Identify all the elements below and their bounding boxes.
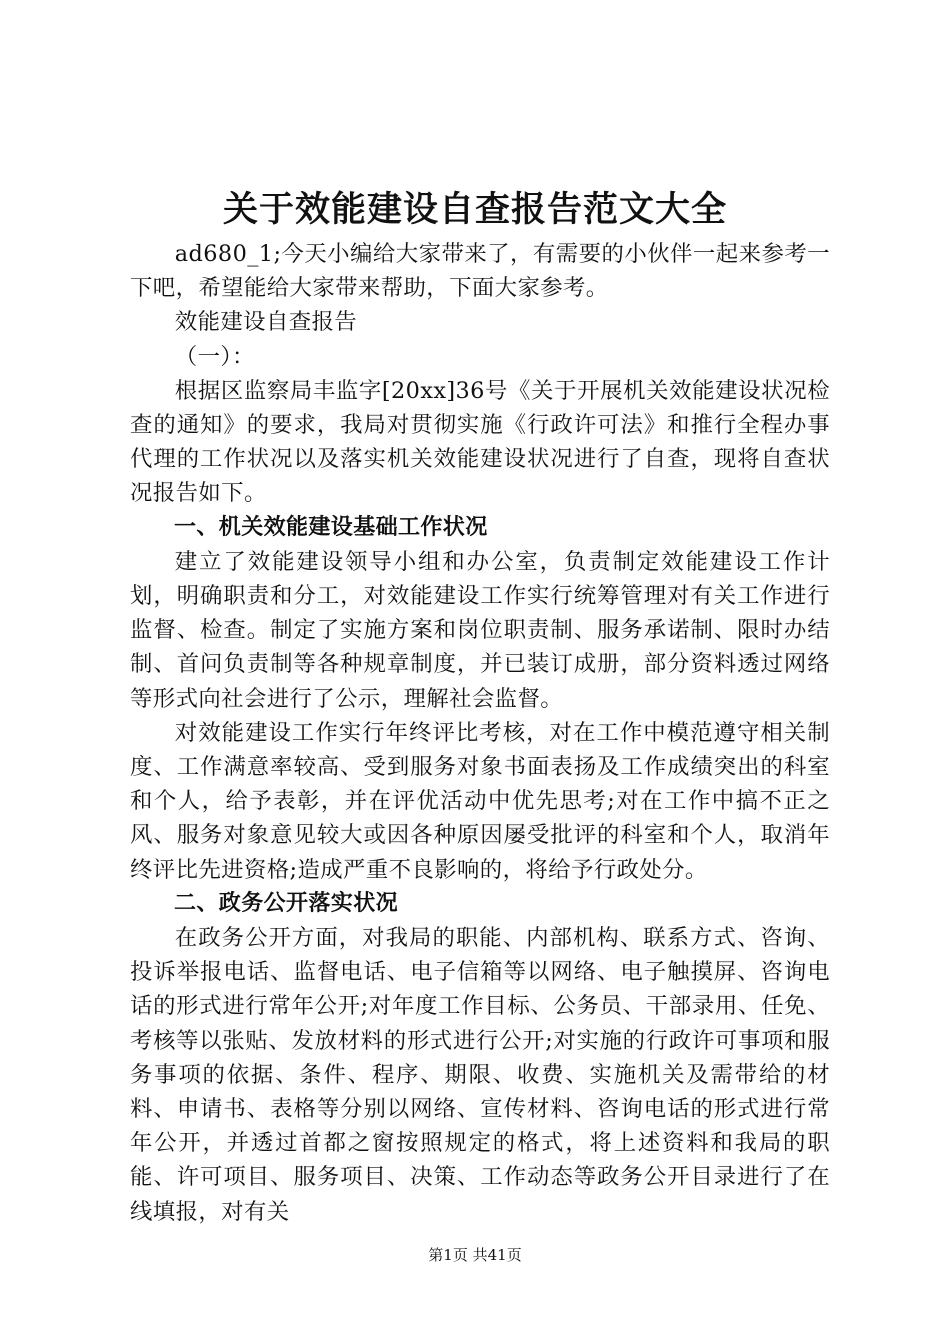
document-title: 关于效能建设自查报告范文大全 [222,190,727,230]
body-paragraph: 在政务公开方面，对我局的职能、内部机构、联系方式、咨询、投诉举报电话、监督电话、电子信箱等以网络、电子触摸屏、咨询电话的形式进行常年公开;对年度工作目标、公务员、干部录用、任免、考核等以张贴、发放材料的形式进行公开;对实施的行政许可事项和服务事项的依据、条件、程序、期限、收费、实施机关及需带给的材料、申请书、表格等分别以网络、宣传材料、咨询电话的形式进行常年公开，并透过首都之窗按照规定的格式，将上述资料和我局的职能、许可项目、服务项目、决策、工作动态等政务公开目录进行了在线填报，对有关 [130,925,830,1225]
page-footer: 第1页 共41页 [428,1246,522,1264]
intro-paragraph: ad680_1;今天小编给大家带来了，有需要的小伙伴一起来参考一下吧，希望能给大家带来帮助，下面大家参考。 [130,241,830,302]
body-paragraph: 对效能建设工作实行年终评比考核，对在工作中模范遵守相关制度、工作满意率较高、受到服务对象书面表扬及工作成绩突出的科室和个人，给予表彰，并在评优活动中优先思考;对在工作中搞不正之风、服务对象意见较大或因各种原因屡受批评的科室和个人，取消年终评比先进资格;造成严重不良影响的，将给予行政处分。 [130,719,830,883]
document-body [130,237,830,1229]
report-subtitle: 效能建设自查报告 [174,309,358,336]
section-heading: 一、机关效能建设基础工作状况 [174,514,488,540]
report-section-number: （一）： [174,343,255,370]
section-heading: 二、政务公开落实状况 [174,890,399,916]
body-paragraph: 建立了效能建设领导小组和办公室，负责制定效能建设工作计划，明确职责和分工，对效能建设工作实行统筹管理对有关工作进行监督、检查。制定了实施方案和岗位职责制、服务承诺制、限时办结制、首问负责制等各种规章制度，并已装订成册，部分资料透过网络等形式向社会进行了公示，理解社会监督。 [130,548,830,712]
body-paragraph: 根据区监察局丰监字[20xx]36号《关于开展机关效能建设状况检查的通知》的要求，我局对贯彻实施《行政许可法》和推行全程办事代理的工作状况以及落实机关效能建设状况进行了自查，现将自查状况报告如下。 [130,377,830,507]
